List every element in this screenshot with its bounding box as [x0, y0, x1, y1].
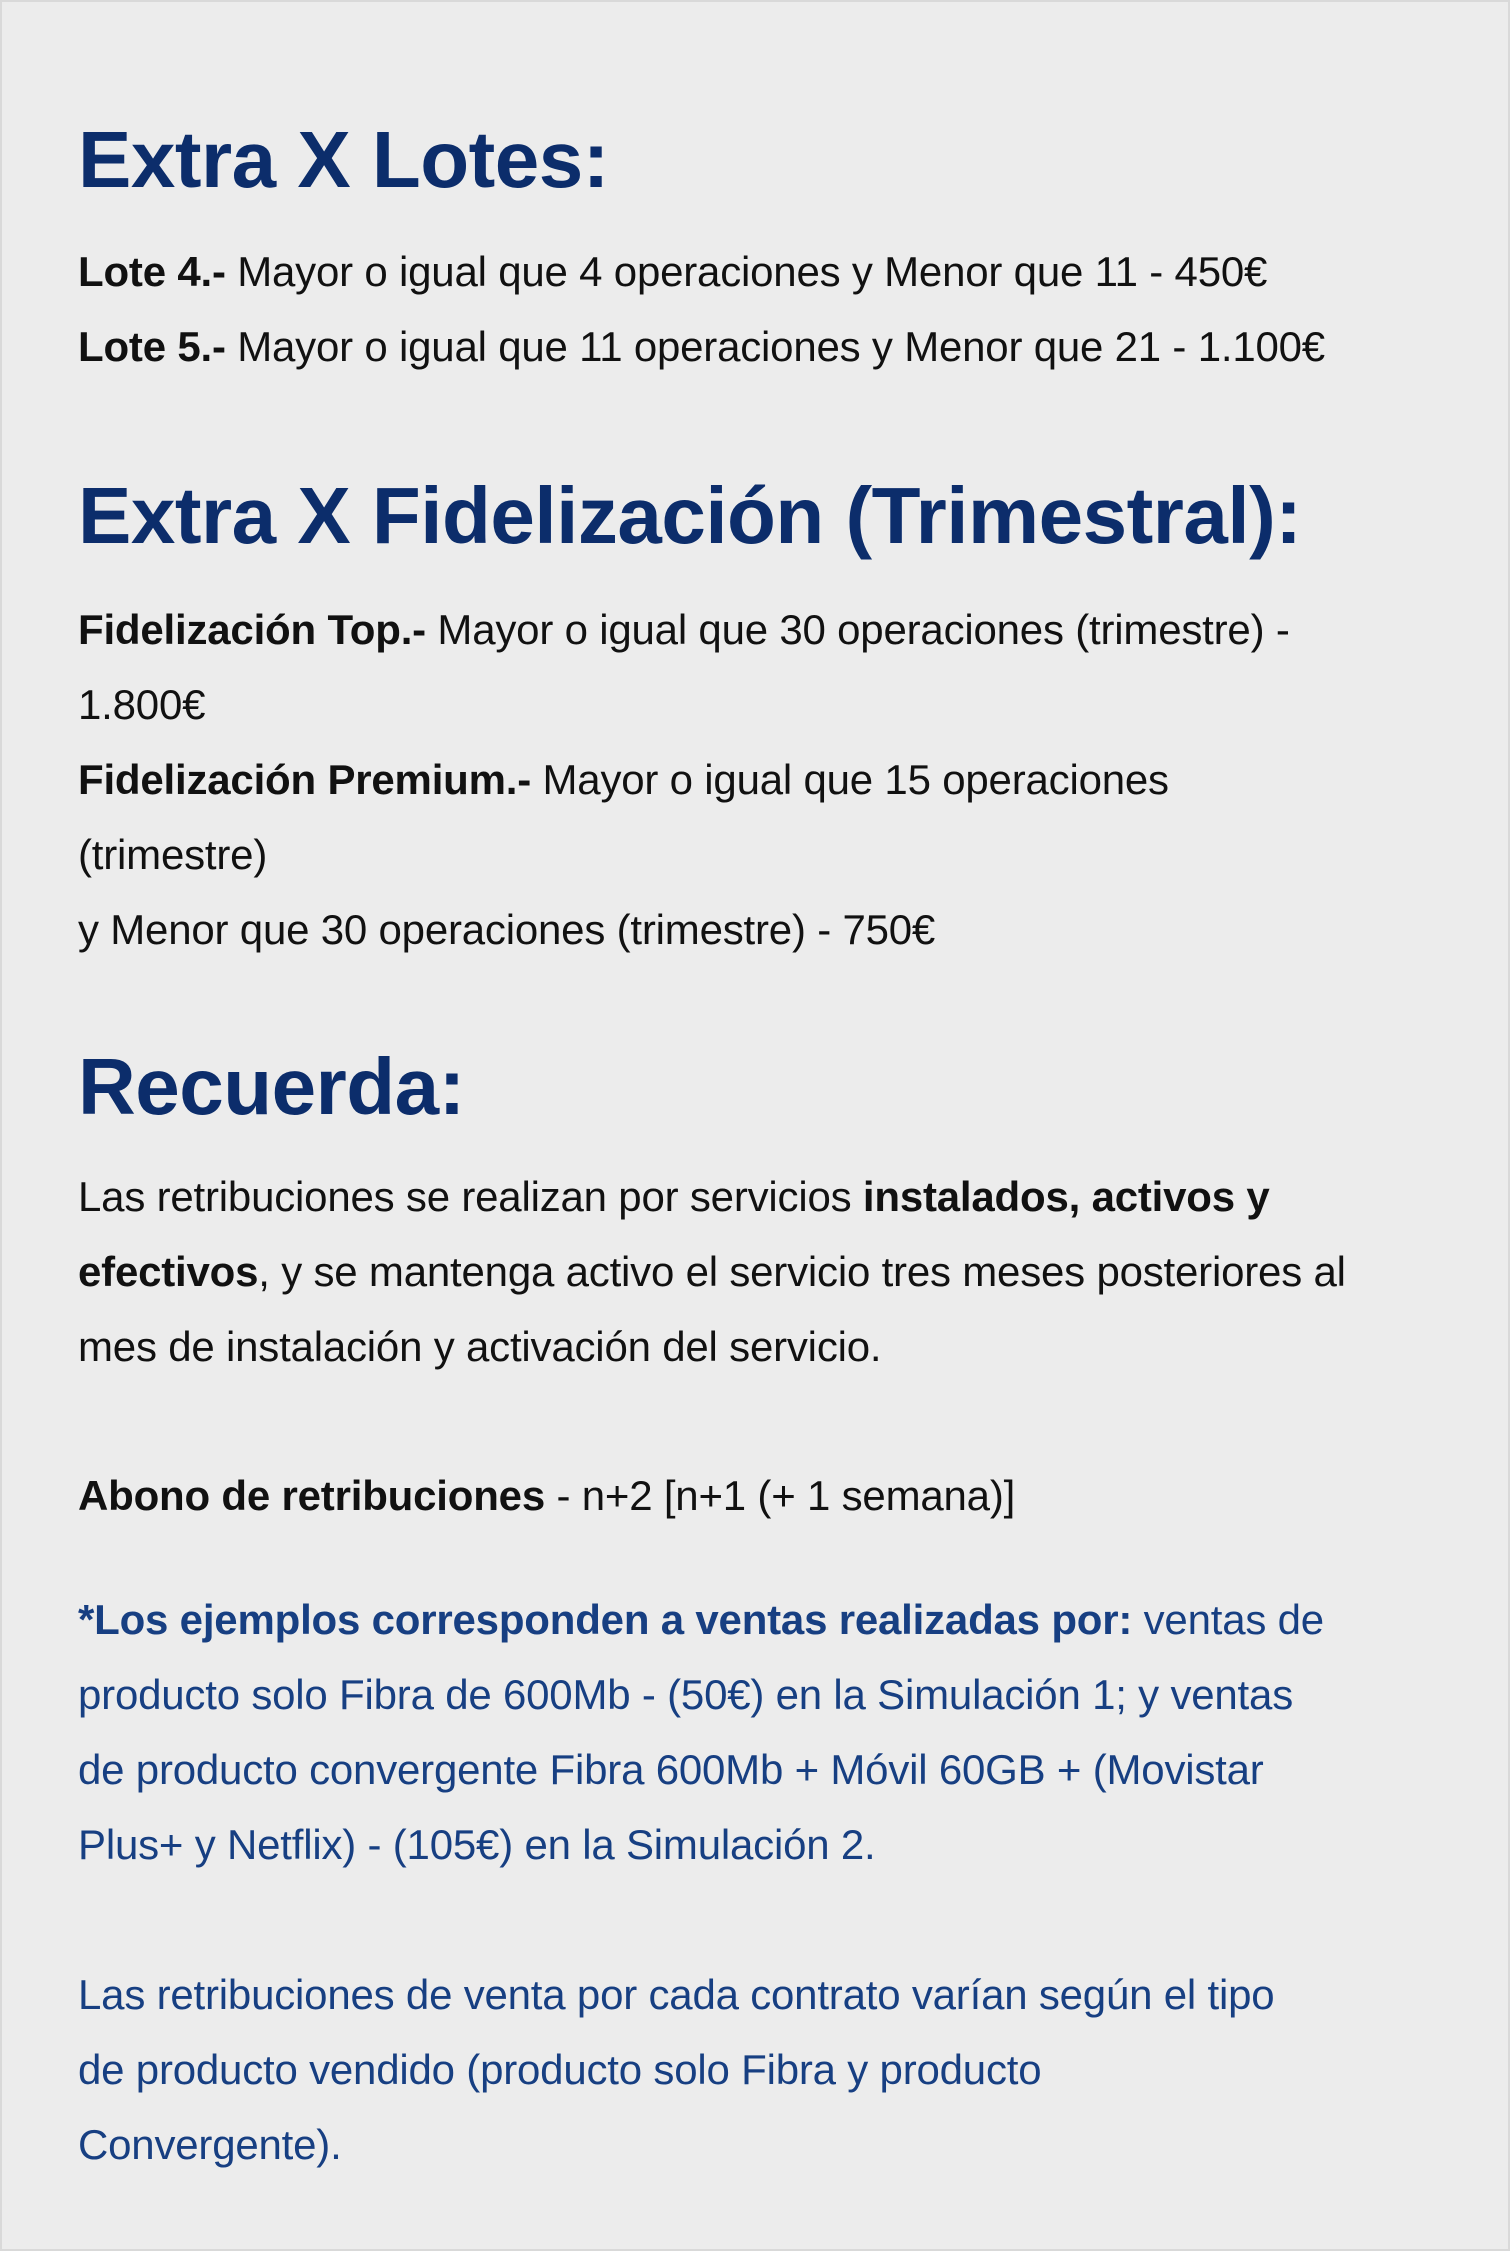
recuerda-line2-normal: , y se mantenga activo el servicio tres meses posteriores al	[258, 1248, 1346, 1295]
lotes-list	[78, 234, 1438, 384]
recuerda-line2-bold: efectivos	[78, 1248, 259, 1295]
ejemplos-bold: *Los ejemplos corresponden a ventas realizadas por:	[78, 1596, 1133, 1643]
recuerda-line3: mes de instalación y activación del servicio.	[78, 1323, 882, 1370]
ejemplos-line1-text: ventas de	[1132, 1596, 1324, 1643]
ejemplos-line2: producto solo Fibra de 600Mb - (50€) en la Simulación 1; y ventas	[78, 1671, 1293, 1718]
fidelizacion-premium-line2: (trimestre)	[78, 831, 268, 878]
fidelizacion-list	[78, 592, 1438, 967]
fidelizacion-top-label: Fidelización Top.-	[78, 606, 426, 653]
lote-4-label: Lote 4.-	[78, 248, 226, 295]
fidelizacion-premium-line1	[78, 742, 1438, 817]
fidelizacion-premium-line3: y Menor que 30 operaciones (trimestre) - 750€	[78, 906, 936, 953]
ejemplos-line1	[78, 1582, 1438, 1657]
fidelizacion-section	[78, 471, 1438, 560]
ejemplos-line3: de producto convergente Fibra 600Mb + Móvil 60GB + (Movistar	[78, 1746, 1264, 1793]
recuerda-section	[78, 1042, 1438, 1131]
lote-4-text: Mayor o igual que 4 operaciones y Menor que 11 - 450€	[225, 248, 1268, 295]
abono-line	[78, 1458, 1438, 1533]
abono-text: - n+2 [n+1 (+ 1 semana)]	[544, 1472, 1016, 1519]
fidelizacion-top-line2: 1.800€	[78, 681, 206, 728]
recuerda-line1-normal: Las retribuciones se realizan por servicios	[78, 1173, 863, 1220]
nota-line2: de producto vendido (producto solo Fibra y producto	[78, 2046, 1042, 2093]
lote-5-label: Lote 5.-	[78, 323, 226, 370]
fidelizacion-top-line1	[78, 592, 1438, 667]
lote-4-line	[78, 234, 1438, 309]
abono-label: Abono de retribuciones	[78, 1472, 545, 1519]
ejemplos-line4: Plus+ y Netflix) - (105€) en la Simulación 2.	[78, 1821, 876, 1868]
fidelizacion-premium-text: Mayor o igual que 15 operaciones	[531, 756, 1169, 803]
fidelizacion-top-text: Mayor o igual que 30 operaciones (trimestre) -	[425, 606, 1290, 653]
recuerda-heading: Recuerda:	[78, 1042, 465, 1131]
nota-line1: Las retribuciones de venta por cada contrato varían según el tipo	[78, 1971, 1275, 2018]
lote-5-text: Mayor o igual que 11 operaciones y Menor que 21 - 1.100€	[225, 323, 1325, 370]
recuerda-line1-bold: instalados, activos y	[862, 1173, 1270, 1220]
recuerda-line2	[78, 1234, 1438, 1309]
recuerda-paragraph	[78, 1159, 1438, 1384]
nota-section	[78, 1957, 1438, 2182]
fidelizacion-heading: Extra X Fidelización (Trimestral):	[78, 471, 1302, 560]
lote-5-line	[78, 309, 1438, 384]
recuerda-line1	[78, 1159, 1438, 1234]
nota-line3: Convergente).	[78, 2121, 342, 2168]
ejemplos-section	[78, 1582, 1438, 1882]
abono-section	[78, 1458, 1438, 1533]
fidelizacion-premium-label: Fidelización Premium.-	[78, 756, 532, 803]
lotes-section	[78, 115, 1438, 204]
lotes-heading: Extra X Lotes:	[78, 115, 609, 204]
